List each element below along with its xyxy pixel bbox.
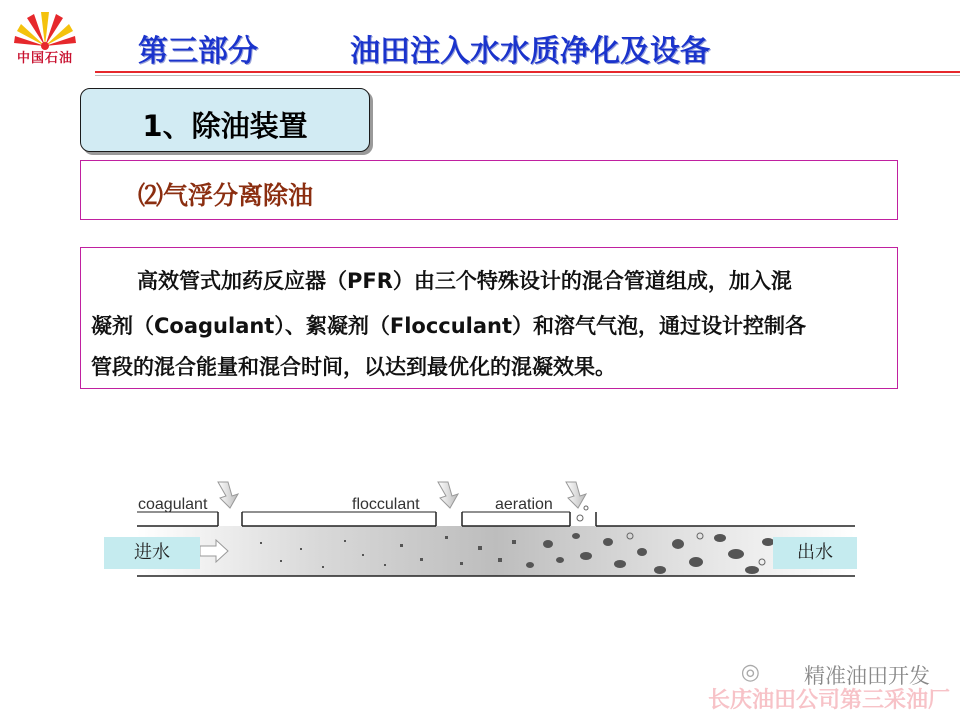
header-divider-shadow bbox=[95, 75, 960, 76]
wechat-icon: ◎ bbox=[740, 660, 760, 685]
header-divider bbox=[95, 71, 960, 73]
section-label: 1、除油装置 bbox=[142, 109, 308, 143]
page-title: 油田注入水水质净化及设备 bbox=[350, 34, 710, 69]
description-line: 高效管式加药反应器（PFR）由三个特殊设计的混合管道组成，加入混 bbox=[137, 269, 792, 293]
footer-text: 长庆油田公司第三采油厂 bbox=[707, 688, 950, 713]
description-line: 凝剂（Coagulant）、絮凝剂（Flocculant）和溶气气泡，通过设计控制各 bbox=[91, 314, 807, 338]
description-box bbox=[80, 247, 898, 389]
outlet-tag: 出水 bbox=[773, 537, 857, 569]
logo-text: 中国石油 bbox=[16, 51, 73, 66]
coagulant-label: coagulant bbox=[138, 496, 208, 513]
section-box bbox=[80, 88, 370, 152]
inlet-tag: 进水 bbox=[104, 537, 200, 569]
coagulant-arrow-icon bbox=[218, 482, 238, 508]
aeration-arrow-icon bbox=[566, 482, 586, 508]
subtitle-label: ⑵气浮分离除油 bbox=[138, 181, 314, 210]
subtitle-box bbox=[80, 160, 898, 220]
watermark-text: 精准油田开发 bbox=[804, 664, 930, 688]
description-line: 管段的混合能量和混合时间，以达到最优化的混凝效果。 bbox=[91, 355, 616, 379]
pfr-diagram bbox=[100, 470, 870, 605]
aeration-label: aeration bbox=[495, 496, 553, 513]
section-title: 第三部分 bbox=[138, 34, 258, 69]
flocculant-arrow-icon bbox=[438, 482, 458, 508]
flocculant-label: flocculant bbox=[352, 496, 420, 513]
